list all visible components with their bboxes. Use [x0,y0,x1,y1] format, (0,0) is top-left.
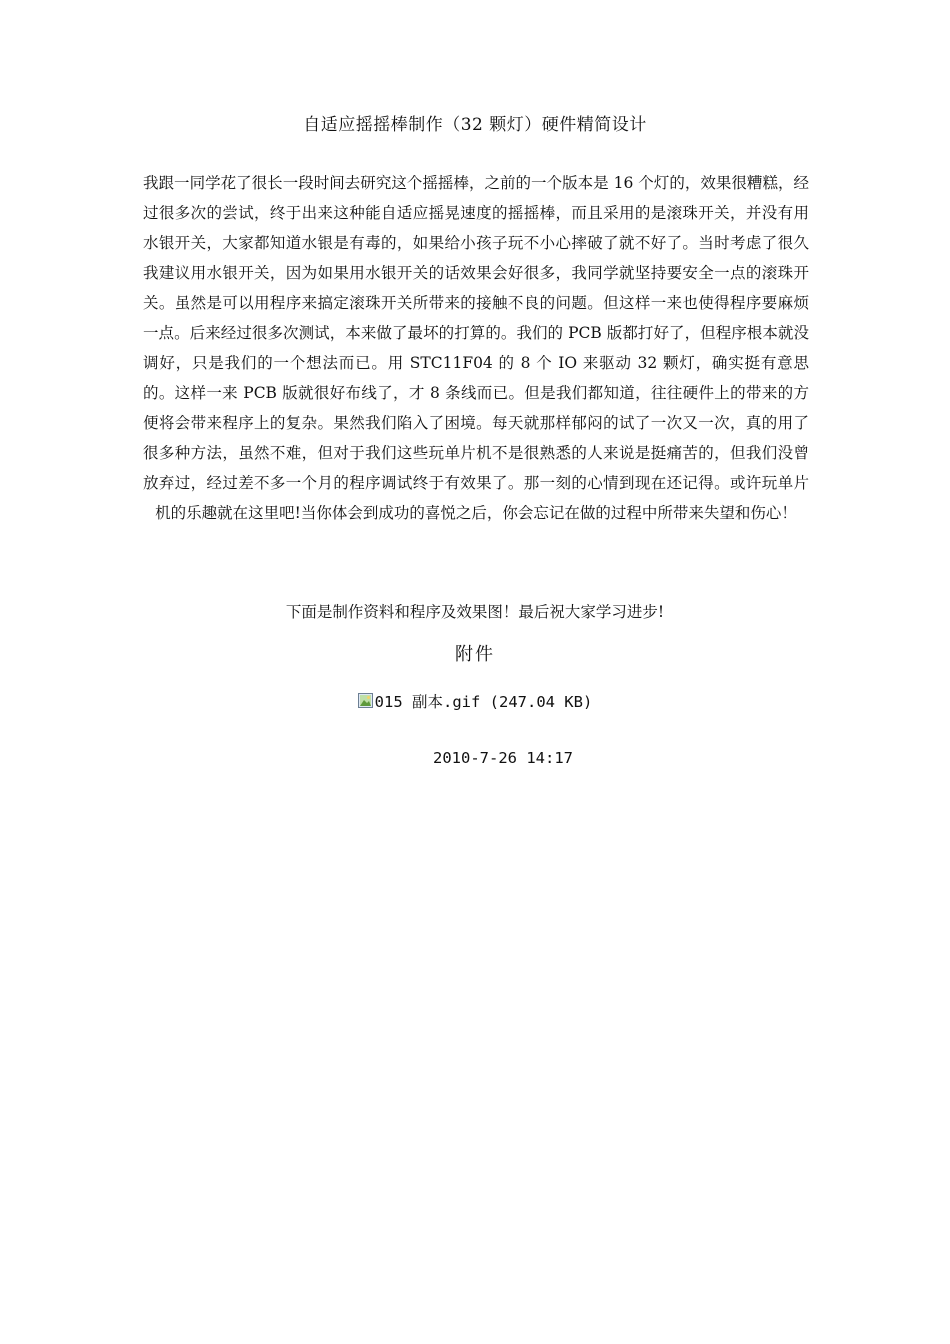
attachment-link[interactable] [0,688,950,716]
body-paragraph: 我跟一同学花了很长一段时间去研究这个摇摇棒，之前的一个版本是 16 个灯的，效果很糟糕，经过很多次的尝试，终于出来这种能自适应摇晃速度的摇摇棒，而且采用的是滚珠开关，并没有用水银开关，大家都知道水银是有毒的，如果给小孩子玩不小心摔破了就不好了。当时考虑了很久我建议用水银开关，因为如果用水银开关的话效果会好很多，我同学就坚持要安全一点的滚珠开关。虽然是可以用程序来搞定滚珠开关所带来的接触不良的问题。但这样一来也使得程序要麻烦一点。后来经过很多次测试，本来做了最坏的打算的。我们的 PCB 版都打好了，但程序根本就没调好，只是我们的一个想法而已。用 STC11F04 的 8 个 IO 来驱动 32 颗灯，确实挺有意思的。这样一来 PCB 版就很好布线了，才 8 条线而已。但是我们都知道，往往硬件上的带来的方便将会带来程序上的复杂。果然我们陷入了困境。每天就那样郁闷的试了一次又一次，真的用了很多种方法，虽然不难，但对于我们这些玩单片机不是很熟悉的人来说是挺痛苦的，但我们没曾放弃过，经过差不多一个月的程序调试终于有效果了。那一刻的心情到现在还记得。或许玩单片机的乐趣就在这里吧!当你体会到成功的喜悦之后，你会忘记在做的过程中所带来失望和伤心！ [143,174,809,522]
post-timestamp: 2010-7-26 14:17 [433,749,573,767]
attachments-heading: 附件 [455,644,495,665]
attachment-label: 015 副本.gif (247.04 KB) [374,693,593,711]
image-file-icon [358,693,373,708]
closing-line: 下面是制作资料和程序及效果图！最后祝大家学习进步! [285,603,665,621]
document-title: 自适应摇摇棒制作（32 颗灯）硬件精简设计 [303,115,647,135]
